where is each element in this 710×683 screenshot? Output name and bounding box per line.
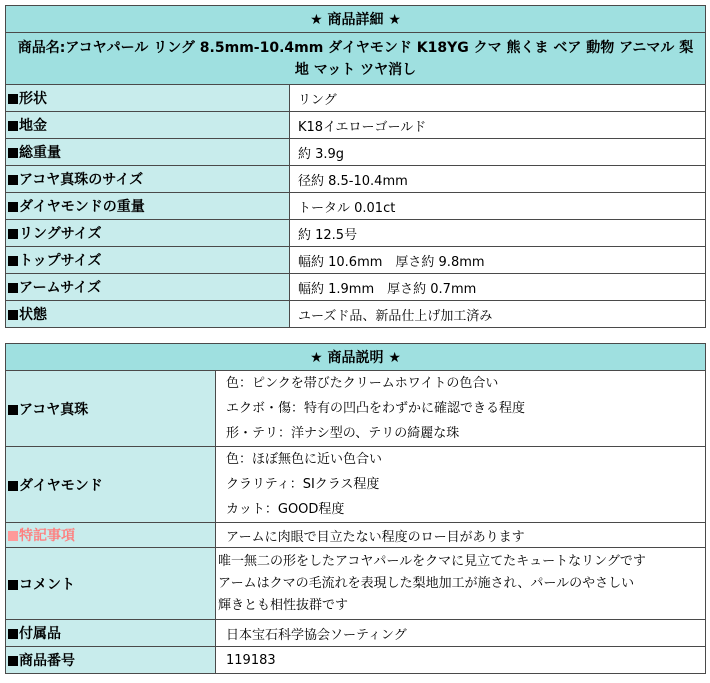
row-label-arm-size: アームサイズ: [6, 274, 290, 301]
accessories-value: 日本宝石科学協会ソーティング: [216, 620, 706, 647]
row-label-condition: 状態: [6, 301, 290, 328]
square-bullet-icon: [8, 202, 18, 212]
details-header: ★ 商品詳細 ★: [6, 6, 706, 33]
row-value-weight: 約 3.9g: [290, 139, 706, 166]
row-label-shape: 形状: [6, 85, 290, 112]
square-bullet-icon: [8, 580, 18, 590]
square-bullet-icon: [8, 531, 18, 541]
row-value-condition: ユーズド品、新品仕上げ加工済み: [290, 301, 706, 328]
pearl-color: 色：ピンクを帯びたクリームホワイトの色合い: [226, 376, 499, 391]
diamond-details: [216, 447, 706, 523]
square-bullet-icon: [8, 656, 18, 666]
comment-label: コメント: [6, 548, 216, 620]
comment-line-3: 輝きとも相性抜群です: [218, 597, 349, 613]
square-bullet-icon: [8, 94, 18, 104]
row-value-arm-size: 幅約 1.9mm 厚さ約 0.7mm: [290, 274, 706, 301]
pearl-blemish: エクボ・傷：特有の凹凸をわずかに確認できる程度: [226, 401, 526, 416]
row-value-metal: K18イエローゴールド: [290, 112, 706, 139]
row-label-top-size: トップサイズ: [6, 247, 290, 274]
square-bullet-icon: [8, 148, 18, 158]
row-value-top-size: 幅約 10.6mm 厚さ約 9.8mm: [290, 247, 706, 274]
diamond-clarity: クラリティ：SIクラス程度: [226, 477, 380, 492]
row-value-diamond-weight: トータル 0.01ct: [290, 193, 706, 220]
row-value-shape: リング: [290, 85, 706, 112]
square-bullet-icon: [8, 310, 18, 320]
pearl-shape-luster: 形・テリ：洋ナシ型の、テリの綺麗な珠: [226, 426, 460, 441]
row-value-pearl-size: 径約 8.5-10.4mm: [290, 166, 706, 193]
square-bullet-icon: [8, 175, 18, 185]
description-table: [5, 343, 706, 674]
comment-text: [216, 548, 706, 620]
square-bullet-icon: [8, 405, 18, 415]
diamond-cut: カット：GOOD程度: [226, 502, 345, 517]
item-number-value: 119183: [216, 647, 706, 674]
comment-line-2: アームはクマの毛流れを表現した梨地加工が施され、パールのやさしい: [218, 575, 635, 591]
diamond-label: ダイヤモンド: [6, 447, 216, 523]
row-label-metal: 地金: [6, 112, 290, 139]
accessories-label: 付属品: [6, 620, 216, 647]
row-label-ring-size: リングサイズ: [6, 220, 290, 247]
diamond-color: 色：ほぼ無色に近い色合い: [226, 452, 383, 467]
square-bullet-icon: [8, 629, 18, 639]
notes-value: アームに肉眼で目立たない程度のロー目があります: [216, 523, 706, 548]
row-label-diamond-weight: ダイヤモンドの重量: [6, 193, 290, 220]
details-table: [5, 5, 706, 328]
notes-label: 特記事項: [6, 523, 216, 548]
square-bullet-icon: [8, 121, 18, 131]
item-number-label: 商品番号: [6, 647, 216, 674]
row-label-pearl-size: アコヤ真珠のサイズ: [6, 166, 290, 193]
row-value-ring-size: 約 12.5号: [290, 220, 706, 247]
row-label-weight: 総重量: [6, 139, 290, 166]
square-bullet-icon: [8, 283, 18, 293]
product-name: 商品名:アコヤパール リング 8.5mm-10.4mm ダイヤモンド K18YG クマ 熊くま ベア 動物 アニマル 梨地 マット ツヤ消し: [6, 33, 706, 85]
pearl-details: [216, 371, 706, 447]
square-bullet-icon: [8, 256, 18, 266]
description-header: ★ 商品説明 ★: [6, 344, 706, 371]
pearl-label: アコヤ真珠: [6, 371, 216, 447]
square-bullet-icon: [8, 229, 18, 239]
square-bullet-icon: [8, 481, 18, 491]
comment-line-1: 唯一無二の形をしたアコヤパールをクマに見立てたキュートなリングです: [218, 553, 646, 569]
